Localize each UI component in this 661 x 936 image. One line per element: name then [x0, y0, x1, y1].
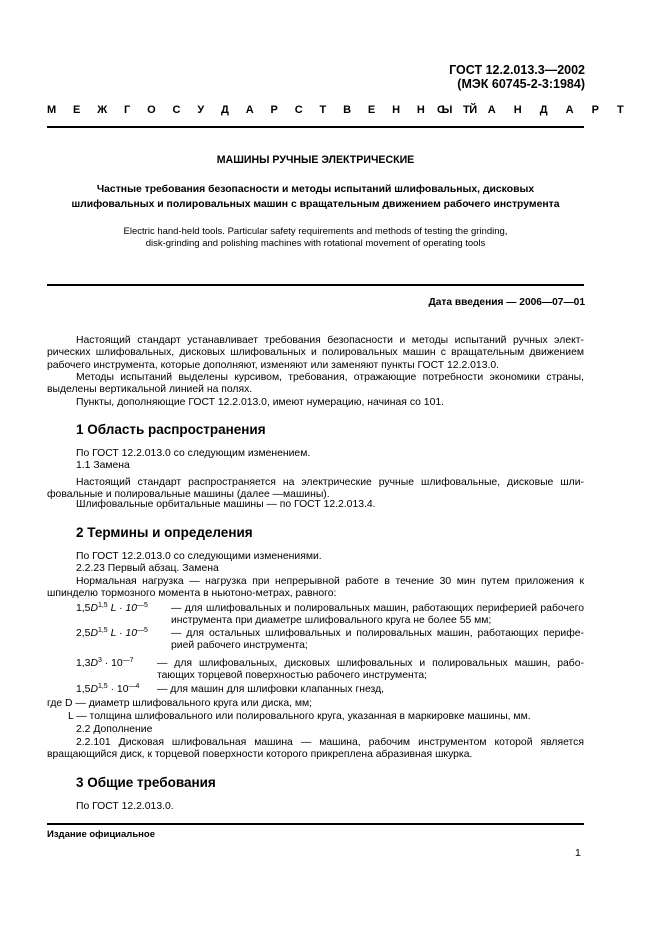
formula-2-exponent: —5 [136, 627, 148, 634]
formula-3-variable: D [90, 658, 98, 669]
subtitle-line-2: шлифовальных и полировальных машин с вращательным движением рабочего инструмента [71, 199, 560, 210]
section-3-heading: 3 Общие требования [76, 775, 216, 790]
definition-D: где D — диаметр шлифовального круга или диска, мм; [47, 698, 313, 709]
formula-1-middle: L · 10 [107, 603, 137, 614]
formula-3-middle: · 10 [101, 658, 123, 669]
formula-3 [76, 658, 134, 670]
page-number: 1 [575, 847, 581, 859]
interstate-word-2: С Т А Н Д А Р Т [437, 104, 632, 116]
formula-1 [76, 603, 148, 615]
formula-1-exponent: —5 [136, 602, 148, 609]
formula-3-coefficient: 1,3 [76, 658, 91, 669]
intro-paragraph-1: Настоящий стандарт устанавливает требования безопасности и методы испытаний ручных электрических шлифовальных, дисковых шлифовальных и полировальных машин с вращательным движением рабочего инструмента, которые дополняют, изменяют или заменяют пункты ГОСТ 12.2.013.0. [47, 335, 584, 371]
formula-2-variable: D [90, 628, 98, 639]
formula-4-description: — для машин для шлифовки клапанных гнезд, [157, 684, 385, 695]
subtitle-line-1: Частные требования безопасности и методы испытаний шлифовальных, дисковых [96, 184, 535, 195]
introduction-date: Дата введения — 2006—07—01 [428, 297, 585, 308]
english-title-line-2: disk-grinding and polishing machines with rotational movement of operating tools [145, 237, 486, 249]
document-subtitle [40, 182, 591, 212]
formula-3-power: 3 [97, 657, 102, 664]
section-2-paragraph-1: По ГОСТ 12.2.013.0 со следующими изменениями. [76, 551, 322, 562]
definition-L: L — толщина шлифовального или полировального круга, указанная в маркировке машины, мм. [68, 711, 531, 722]
section-1-paragraph-3: Шлифовальные орбитальные машины — по ГОСТ 12.2.013.4. [76, 499, 376, 510]
section-1-clause: 1.1 Замена [76, 460, 130, 471]
english-title-line-1: Electric hand-held tools. Particular safety requirements and methods of testing the grinding, [123, 226, 508, 237]
formula-4-exponent: —4 [128, 683, 140, 690]
section-2-normal-load: Нормальная нагрузка — нагрузка при непрерывной работе в течение 30 мин путем приложения к шпинделю тормозного момента в ньютоно-метрах, равного: [47, 576, 584, 600]
formula-4-power: 1,5 [97, 683, 108, 690]
formula-4-variable: D [90, 684, 98, 695]
formula-4-coefficient: 1,5 [76, 684, 91, 695]
formula-1-description: — для шлифовальных и полировальных машин, работающих периферией рабочего инструмента при диаметре шлифовального круга не более 55 мм; [171, 603, 584, 627]
section-2-heading: 2 Термины и определения [76, 525, 253, 540]
formula-1-variable: D [90, 603, 98, 614]
section-2-clause: 2.2.23 Первый абзац. Замена [76, 563, 219, 574]
formula-1-power: 1,5 [97, 602, 108, 609]
title-rule [47, 284, 584, 286]
standard-code-line2: (МЭК 60745-2-3:1984) [457, 77, 585, 91]
formula-2 [76, 628, 148, 640]
interstate-word-1: М Е Ж Г О С У Д А Р С Т В Е Н Н Ы Й [47, 104, 485, 116]
formula-3-description: — для шлифовальных, дисковых шлифовальных и полировальных машин, работающих торцевой поверхностью рабочего инструмента; [157, 658, 584, 682]
formula-2-power: 1,5 [97, 627, 108, 634]
footer-rule [47, 823, 584, 825]
formula-3-exponent: —7 [122, 657, 134, 664]
english-title [47, 226, 584, 249]
intro-paragraph-2: Методы испытаний выделены курсивом, требования, отражающие потребности экономики страны, выделены вертикальной линией на полях. [47, 372, 584, 396]
standard-code [449, 63, 585, 91]
section-1-paragraph-1: По ГОСТ 12.2.013.0 со следующим изменением. [76, 448, 311, 459]
section-1-paragraph-2: Настоящий стандарт распространяется на электрические ручные шлифовальные, дисковые шлифовальные и полировальные машины (далее —машины). [47, 477, 584, 501]
formula-2-middle: L · 10 [107, 628, 137, 639]
formula-2-coefficient: 2,5 [76, 628, 91, 639]
official-edition-note: Издание официальное [47, 829, 155, 840]
section-2-addition: 2.2 Дополнение [76, 724, 153, 735]
formula-2-description: — для остальных шлифовальных и полировальных машин, работающих периферией рабочего инструмента; [171, 628, 584, 652]
header-rule [47, 126, 584, 128]
formula-4-middle: · 10 [107, 684, 129, 695]
document-title: МАШИНЫ РУЧНЫЕ ЭЛЕКТРИЧЕСКИЕ [216, 154, 415, 166]
formula-4 [76, 684, 139, 696]
section-3-paragraph-1: По ГОСТ 12.2.013.0. [76, 801, 174, 812]
section-1-heading: 1 Область распространения [76, 422, 266, 437]
intro-paragraph-3: Пункты, дополняющие ГОСТ 12.2.013.0, имеют нумерацию, начиная со 101. [76, 397, 445, 408]
section-2-paragraph-disk: 2.2.101 Дисковая шлифовальная машина — машина, рабочим инструментом которой является вращающийся диск, к торцевой поверхности которого прикреплена абразивная шкурка. [47, 737, 584, 761]
standard-code-line1: ГОСТ 12.2.013.3—2002 [449, 63, 585, 77]
formula-1-coefficient: 1,5 [76, 603, 91, 614]
